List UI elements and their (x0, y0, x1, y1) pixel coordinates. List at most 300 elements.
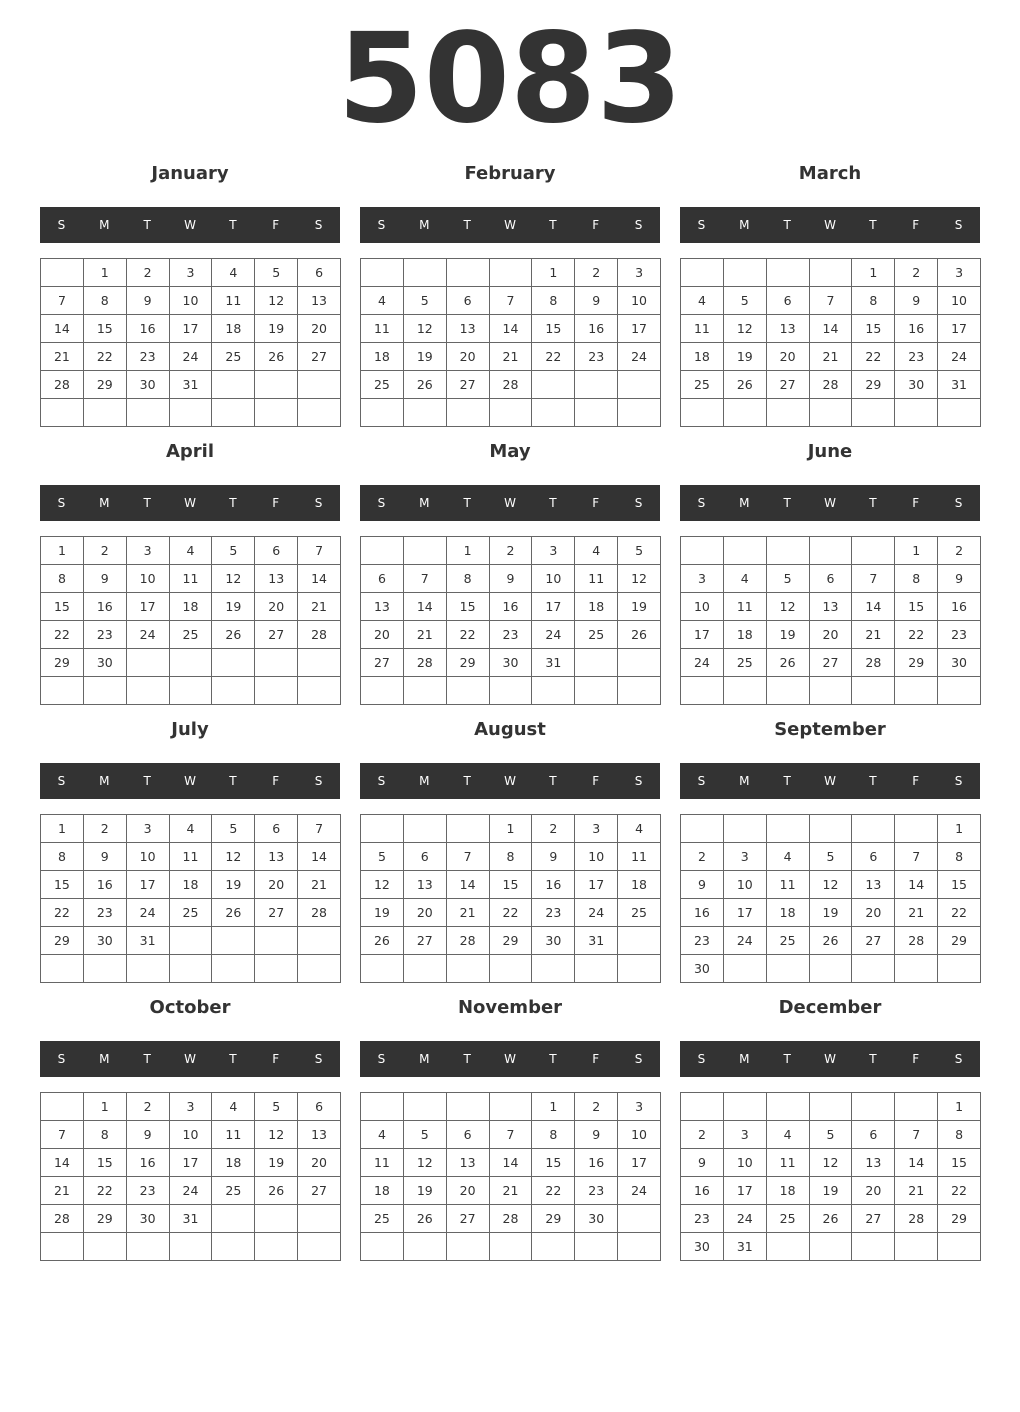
day-cell: 25 (575, 621, 618, 649)
day-cell: 15 (532, 315, 575, 343)
day-cell: 27 (404, 927, 447, 955)
empty-day-cell (170, 927, 213, 955)
day-cell: 29 (852, 371, 895, 399)
empty-day-cell (212, 677, 255, 705)
day-cell: 9 (575, 1121, 618, 1149)
weekday-label: M (99, 218, 110, 232)
empty-day-cell (810, 1093, 853, 1121)
day-cell: 26 (212, 621, 255, 649)
day-cell: 20 (810, 621, 853, 649)
month-title: March (798, 163, 862, 184)
empty-day-cell (767, 677, 810, 705)
day-cell: 23 (681, 1205, 724, 1233)
day-cell: 9 (895, 287, 938, 315)
day-cell: 16 (681, 899, 724, 927)
day-cell: 26 (618, 621, 661, 649)
day-cell: 12 (404, 1149, 447, 1177)
day-cell: 20 (852, 1177, 895, 1205)
day-cell: 29 (895, 649, 938, 677)
day-cell: 26 (767, 649, 810, 677)
empty-day-cell (681, 677, 724, 705)
day-grid (360, 814, 661, 983)
day-cell: 16 (681, 1177, 724, 1205)
empty-day-cell (724, 1093, 767, 1121)
day-cell: 14 (447, 871, 490, 899)
empty-day-cell (724, 537, 767, 565)
day-cell: 16 (575, 1149, 618, 1177)
empty-day-cell (298, 927, 341, 955)
day-cell: 15 (490, 871, 533, 899)
day-cell: 28 (447, 927, 490, 955)
empty-day-cell (618, 1233, 661, 1261)
day-cell: 30 (127, 371, 170, 399)
weekday-label: M (739, 774, 750, 788)
day-cell: 19 (404, 343, 447, 371)
day-cell: 26 (255, 1177, 298, 1205)
day-cell: 29 (532, 1205, 575, 1233)
empty-day-cell (575, 1233, 618, 1261)
empty-day-cell (404, 677, 447, 705)
day-cell: 22 (41, 899, 84, 927)
day-cell: 11 (767, 871, 810, 899)
empty-day-cell (255, 399, 298, 427)
day-cell: 22 (84, 343, 127, 371)
weekday-label: F (592, 774, 600, 788)
day-grid (360, 1092, 661, 1261)
weekday-header (40, 763, 340, 799)
day-cell: 7 (490, 1121, 533, 1149)
weekday-label: W (184, 218, 196, 232)
empty-day-cell (212, 955, 255, 983)
day-cell: 5 (255, 1093, 298, 1121)
weekday-label: F (912, 218, 920, 232)
day-cell: 23 (84, 899, 127, 927)
day-cell: 5 (724, 287, 767, 315)
day-cell: 8 (938, 1121, 981, 1149)
day-cell: 16 (938, 593, 981, 621)
day-cell: 22 (84, 1177, 127, 1205)
day-cell: 2 (532, 815, 575, 843)
day-cell: 25 (170, 899, 213, 927)
weekday-label: S (377, 496, 386, 510)
weekday-label: F (272, 1052, 280, 1066)
empty-day-cell (681, 1093, 724, 1121)
day-cell: 15 (41, 593, 84, 621)
empty-day-cell (298, 677, 341, 705)
day-cell: 25 (170, 621, 213, 649)
empty-day-cell (810, 537, 853, 565)
day-cell: 26 (255, 343, 298, 371)
day-cell: 22 (41, 621, 84, 649)
day-cell: 19 (810, 1177, 853, 1205)
day-cell: 20 (447, 1177, 490, 1205)
empty-day-cell (127, 1233, 170, 1261)
weekday-header (40, 207, 340, 243)
day-cell: 18 (361, 343, 404, 371)
day-cell: 30 (84, 649, 127, 677)
day-cell: 23 (575, 343, 618, 371)
weekday-label: M (99, 1052, 110, 1066)
empty-day-cell (404, 1093, 447, 1121)
day-cell: 15 (84, 1149, 127, 1177)
day-cell: 9 (84, 565, 127, 593)
day-cell: 9 (532, 843, 575, 871)
empty-day-cell (810, 399, 853, 427)
day-cell: 30 (681, 1233, 724, 1261)
weekday-label: W (184, 774, 196, 788)
day-cell: 5 (767, 565, 810, 593)
day-cell: 15 (938, 1149, 981, 1177)
day-cell: 28 (298, 899, 341, 927)
empty-day-cell (170, 649, 213, 677)
day-cell: 5 (618, 537, 661, 565)
month-title: January (151, 163, 229, 184)
day-cell: 1 (84, 1093, 127, 1121)
day-cell: 28 (895, 1205, 938, 1233)
weekday-label: S (954, 774, 963, 788)
day-grid (40, 1092, 341, 1261)
day-cell: 23 (127, 343, 170, 371)
empty-day-cell (895, 399, 938, 427)
day-cell: 21 (447, 899, 490, 927)
weekday-label: F (912, 1052, 920, 1066)
day-cell: 16 (490, 593, 533, 621)
day-cell: 7 (41, 287, 84, 315)
day-cell: 17 (575, 871, 618, 899)
day-cell: 24 (618, 343, 661, 371)
day-cell: 28 (852, 649, 895, 677)
day-cell: 6 (810, 565, 853, 593)
day-cell: 30 (938, 649, 981, 677)
weekday-header (680, 207, 980, 243)
day-cell: 8 (84, 287, 127, 315)
day-cell: 11 (170, 843, 213, 871)
day-cell: 13 (361, 593, 404, 621)
day-cell: 11 (361, 1149, 404, 1177)
weekday-label: S (57, 1052, 66, 1066)
day-cell: 16 (127, 1149, 170, 1177)
day-cell: 4 (618, 815, 661, 843)
weekday-header (680, 1041, 980, 1077)
weekday-label: F (592, 218, 600, 232)
weekday-label: W (824, 496, 836, 510)
day-cell: 16 (895, 315, 938, 343)
weekday-header (360, 485, 660, 521)
day-cell: 11 (767, 1149, 810, 1177)
weekday-label: T (229, 218, 237, 232)
empty-day-cell (170, 1233, 213, 1261)
day-cell: 6 (255, 815, 298, 843)
day-cell: 1 (532, 1093, 575, 1121)
empty-day-cell (852, 399, 895, 427)
day-cell: 19 (810, 899, 853, 927)
empty-day-cell (361, 677, 404, 705)
weekday-label: F (592, 1052, 600, 1066)
month-title: October (149, 997, 231, 1018)
empty-day-cell (447, 815, 490, 843)
day-cell: 22 (852, 343, 895, 371)
day-grid (680, 536, 981, 705)
empty-day-cell (84, 955, 127, 983)
empty-day-cell (41, 1093, 84, 1121)
empty-day-cell (938, 955, 981, 983)
day-cell: 27 (361, 649, 404, 677)
empty-day-cell (212, 1205, 255, 1233)
day-cell: 12 (724, 315, 767, 343)
day-cell: 1 (490, 815, 533, 843)
day-cell: 21 (810, 343, 853, 371)
empty-day-cell (255, 677, 298, 705)
empty-day-cell (852, 537, 895, 565)
day-cell: 2 (84, 815, 127, 843)
weekday-header (680, 485, 980, 521)
day-cell: 23 (938, 621, 981, 649)
day-cell: 10 (618, 1121, 661, 1149)
month-title: September (774, 719, 886, 740)
day-cell: 20 (447, 343, 490, 371)
day-cell: 11 (170, 565, 213, 593)
day-cell: 31 (127, 927, 170, 955)
day-cell: 14 (810, 315, 853, 343)
day-cell: 17 (127, 593, 170, 621)
day-cell: 10 (170, 287, 213, 315)
empty-day-cell (767, 1093, 810, 1121)
day-cell: 27 (810, 649, 853, 677)
day-cell: 1 (938, 1093, 981, 1121)
day-cell: 23 (490, 621, 533, 649)
weekday-label: S (634, 1052, 643, 1066)
empty-day-cell (84, 399, 127, 427)
day-cell: 24 (681, 649, 724, 677)
day-cell: 10 (938, 287, 981, 315)
empty-day-cell (490, 399, 533, 427)
day-cell: 7 (852, 565, 895, 593)
day-cell: 13 (255, 843, 298, 871)
day-cell: 1 (938, 815, 981, 843)
weekday-label: S (57, 496, 66, 510)
day-cell: 18 (212, 1149, 255, 1177)
day-cell: 25 (212, 1177, 255, 1205)
day-cell: 23 (84, 621, 127, 649)
month-title: August (474, 719, 546, 740)
day-cell: 6 (447, 287, 490, 315)
day-cell: 18 (681, 343, 724, 371)
empty-day-cell (127, 399, 170, 427)
day-cell: 20 (298, 315, 341, 343)
empty-day-cell (767, 815, 810, 843)
day-cell: 25 (767, 927, 810, 955)
empty-day-cell (810, 1233, 853, 1261)
empty-day-cell (255, 1233, 298, 1261)
day-cell: 18 (361, 1177, 404, 1205)
weekday-label: T (869, 1052, 877, 1066)
day-cell: 21 (298, 871, 341, 899)
empty-day-cell (298, 955, 341, 983)
day-cell: 21 (852, 621, 895, 649)
day-grid (40, 814, 341, 983)
empty-day-cell (255, 955, 298, 983)
day-cell: 7 (895, 843, 938, 871)
day-cell: 17 (618, 1149, 661, 1177)
day-cell: 21 (404, 621, 447, 649)
day-cell: 29 (84, 371, 127, 399)
day-cell: 7 (404, 565, 447, 593)
weekday-label: S (634, 496, 643, 510)
day-cell: 2 (84, 537, 127, 565)
day-cell: 26 (361, 927, 404, 955)
day-cell: 14 (298, 843, 341, 871)
weekday-label: S (314, 218, 323, 232)
weekday-label: M (739, 496, 750, 510)
weekday-label: T (229, 1052, 237, 1066)
empty-day-cell (84, 1233, 127, 1261)
weekday-label: T (869, 496, 877, 510)
empty-day-cell (938, 1233, 981, 1261)
empty-day-cell (127, 649, 170, 677)
day-cell: 11 (361, 315, 404, 343)
day-cell: 10 (127, 843, 170, 871)
day-cell: 2 (127, 1093, 170, 1121)
day-cell: 15 (895, 593, 938, 621)
day-cell: 13 (767, 315, 810, 343)
day-cell: 31 (575, 927, 618, 955)
day-cell: 10 (724, 1149, 767, 1177)
day-cell: 24 (938, 343, 981, 371)
day-cell: 24 (127, 899, 170, 927)
day-cell: 25 (618, 899, 661, 927)
day-cell: 24 (127, 621, 170, 649)
day-cell: 24 (618, 1177, 661, 1205)
weekday-label: T (229, 774, 237, 788)
day-cell: 30 (127, 1205, 170, 1233)
day-cell: 26 (724, 371, 767, 399)
empty-day-cell (575, 399, 618, 427)
day-cell: 26 (810, 1205, 853, 1233)
empty-day-cell (852, 955, 895, 983)
day-cell: 14 (895, 871, 938, 899)
weekday-header (360, 763, 660, 799)
day-cell: 24 (724, 1205, 767, 1233)
day-cell: 12 (618, 565, 661, 593)
empty-day-cell (41, 955, 84, 983)
day-cell: 5 (404, 1121, 447, 1149)
day-cell: 5 (810, 1121, 853, 1149)
day-cell: 2 (575, 259, 618, 287)
empty-day-cell (404, 955, 447, 983)
empty-day-cell (724, 677, 767, 705)
day-cell: 11 (618, 843, 661, 871)
empty-day-cell (298, 649, 341, 677)
empty-day-cell (767, 259, 810, 287)
weekday-label: S (314, 1052, 323, 1066)
day-cell: 10 (618, 287, 661, 315)
empty-day-cell (212, 399, 255, 427)
day-cell: 1 (41, 815, 84, 843)
day-cell: 6 (298, 259, 341, 287)
day-cell: 31 (170, 371, 213, 399)
weekday-label: T (869, 774, 877, 788)
month-title: June (807, 441, 853, 462)
day-cell: 25 (681, 371, 724, 399)
empty-day-cell (84, 677, 127, 705)
month-title: November (457, 997, 563, 1018)
empty-day-cell (618, 649, 661, 677)
day-cell: 3 (681, 565, 724, 593)
weekday-label: T (143, 496, 151, 510)
day-cell: 3 (127, 537, 170, 565)
day-cell: 16 (532, 871, 575, 899)
day-cell: 18 (767, 899, 810, 927)
day-cell: 11 (724, 593, 767, 621)
empty-day-cell (618, 371, 661, 399)
empty-day-cell (852, 1233, 895, 1261)
weekday-label: T (463, 218, 471, 232)
day-grid (40, 258, 341, 427)
empty-day-cell (724, 815, 767, 843)
day-cell: 9 (490, 565, 533, 593)
day-cell: 6 (447, 1121, 490, 1149)
weekday-label: S (314, 496, 323, 510)
day-cell: 9 (127, 287, 170, 315)
empty-day-cell (938, 677, 981, 705)
weekday-label: W (504, 774, 516, 788)
day-cell: 14 (895, 1149, 938, 1177)
day-cell: 29 (84, 1205, 127, 1233)
day-cell: 24 (532, 621, 575, 649)
day-cell: 7 (810, 287, 853, 315)
day-cell: 3 (170, 1093, 213, 1121)
day-cell: 19 (255, 1149, 298, 1177)
day-cell: 18 (170, 593, 213, 621)
day-cell: 6 (404, 843, 447, 871)
day-cell: 3 (575, 815, 618, 843)
weekday-label: S (697, 1052, 706, 1066)
day-cell: 17 (724, 1177, 767, 1205)
day-cell: 30 (895, 371, 938, 399)
day-cell: 2 (490, 537, 533, 565)
day-cell: 1 (852, 259, 895, 287)
empty-day-cell (361, 399, 404, 427)
weekday-label: F (272, 774, 280, 788)
empty-day-cell (361, 1233, 404, 1261)
day-cell: 30 (532, 927, 575, 955)
day-cell: 14 (404, 593, 447, 621)
day-cell: 13 (810, 593, 853, 621)
empty-day-cell (41, 259, 84, 287)
day-cell: 29 (41, 649, 84, 677)
day-cell: 2 (681, 843, 724, 871)
day-cell: 16 (84, 593, 127, 621)
empty-day-cell (212, 371, 255, 399)
day-cell: 9 (575, 287, 618, 315)
day-cell: 17 (681, 621, 724, 649)
day-cell: 7 (298, 815, 341, 843)
weekday-label: T (549, 774, 557, 788)
day-cell: 29 (938, 927, 981, 955)
weekday-label: S (634, 218, 643, 232)
day-cell: 8 (852, 287, 895, 315)
empty-day-cell (361, 1093, 404, 1121)
empty-day-cell (255, 371, 298, 399)
day-cell: 13 (404, 871, 447, 899)
day-cell: 8 (447, 565, 490, 593)
day-cell: 21 (490, 343, 533, 371)
weekday-label: T (143, 218, 151, 232)
weekday-label: T (549, 1052, 557, 1066)
day-cell: 19 (618, 593, 661, 621)
weekday-header (360, 207, 660, 243)
empty-day-cell (127, 955, 170, 983)
